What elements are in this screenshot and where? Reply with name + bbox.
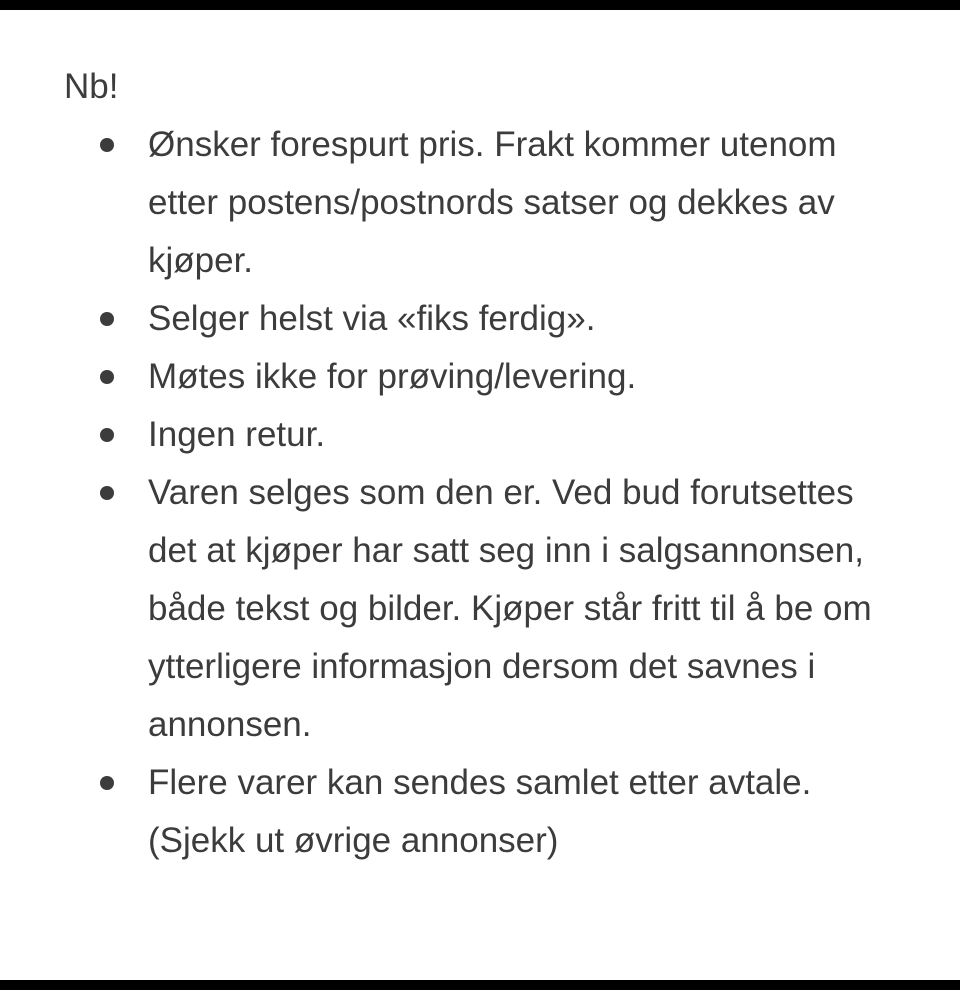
- bullet-icon: [100, 428, 114, 442]
- bullet-icon: [100, 370, 114, 384]
- list-item: [100, 754, 888, 870]
- list-item-text: Møtes ikke for prøving/levering.: [148, 357, 637, 396]
- list-item-text: Ingen retur.: [148, 415, 326, 454]
- list-item-text: Flere varer kan sendes samlet etter avtale. (Sjekk ut øvrige annonser): [148, 763, 812, 860]
- note-heading: Nb!: [64, 67, 119, 106]
- bullet-icon: [100, 312, 114, 326]
- bullet-icon: [100, 138, 114, 152]
- list-item: [100, 116, 888, 290]
- list-item: [100, 290, 888, 348]
- note-list: [64, 116, 920, 870]
- list-item: [100, 348, 888, 406]
- list-item-text: Selger helst via «fiks ferdig».: [148, 299, 596, 338]
- bottom-letterbox-bar: [0, 980, 960, 990]
- list-item-text: Varen selges som den er. Ved bud forutsettes det at kjøper har satt seg inn i salgsannonsen, både tekst og bilder. Kjøper står fritt til å be om ytterligere informasjon dersom det savnes i annonsen.: [148, 473, 872, 744]
- bullet-icon: [100, 776, 114, 790]
- top-letterbox-bar: [0, 0, 960, 10]
- bullet-icon: [100, 486, 114, 500]
- list-item: [100, 406, 888, 464]
- list-item-text: Ønsker forespurt pris. Frakt kommer utenom etter postens/postnords satser og dekkes av kjøper.: [148, 125, 837, 280]
- list-item: [100, 464, 888, 754]
